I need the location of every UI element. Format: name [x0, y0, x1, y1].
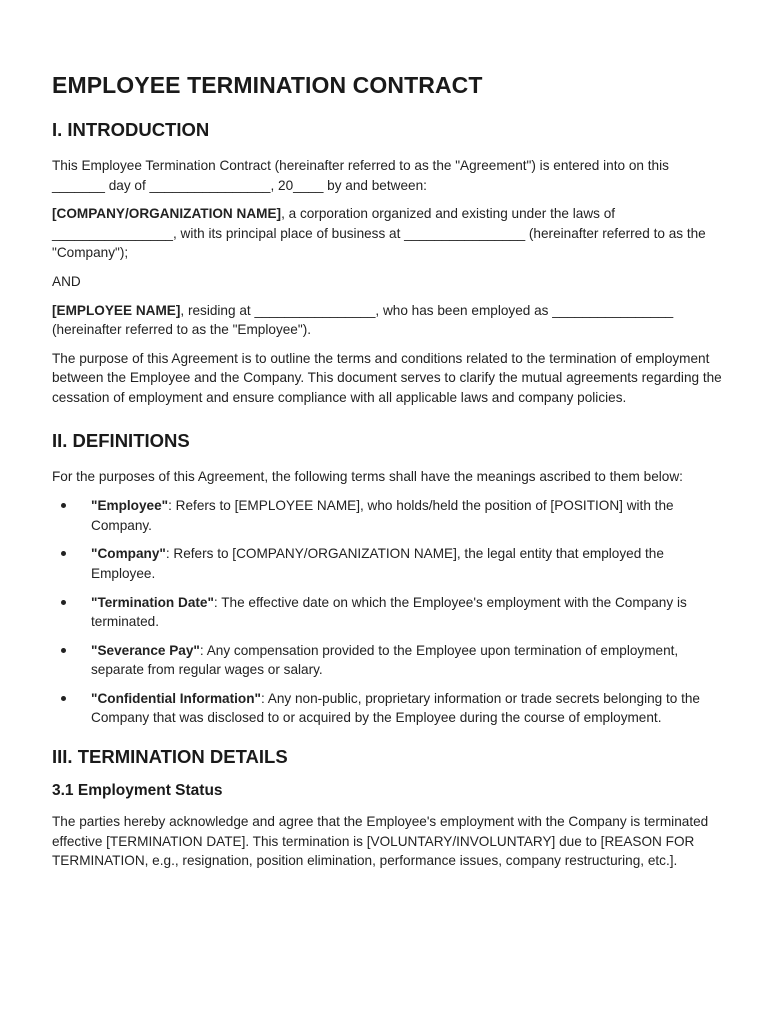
- employee-paragraph: [52, 301, 722, 340]
- document-title: EMPLOYEE TERMINATION CONTRACT: [52, 72, 483, 98]
- company-paragraph: [52, 204, 722, 263]
- bullet-icon: [61, 551, 66, 556]
- list-item: [52, 496, 722, 535]
- definition-text: : Any compensation provided to the Employee upon termination of employment, separate from regular wages or salary.: [91, 642, 679, 678]
- definition-text: : Any non-public, proprietary information or trade secrets belonging to the Company that was disclosed to or acquired by the Employee during the course of employment.: [91, 690, 700, 726]
- bullet-icon: [61, 648, 66, 653]
- definition-term: "Confidential Information": [91, 690, 261, 706]
- definition-text: : The effective date on which the Employee's employment with the Company is terminated.: [91, 594, 687, 630]
- section-termination-heading: III. TERMINATION DETAILS: [52, 746, 288, 768]
- definition-term: "Severance Pay": [91, 642, 200, 658]
- employee-name-placeholder: [EMPLOYEE NAME]: [52, 302, 181, 318]
- definition-text: : Refers to [EMPLOYEE NAME], who holds/held the position of [POSITION] with the Company.: [91, 498, 674, 533]
- intro-paragraph: This Employee Termination Contract (hereinafter referred to as the "Agreement") is entered into on this _______ day of ________________, 20____ by and between:: [52, 158, 669, 193]
- employment-status-heading: 3.1 Employment Status: [52, 782, 223, 800]
- company-paragraph-text: , a corporation organized and existing under the laws of ________________, with its principal place of business at ________________ (hereinafter referred to as the "Company");: [52, 206, 706, 261]
- bullet-icon: [61, 600, 66, 605]
- list-item: [52, 641, 722, 680]
- definitions-lead: For the purposes of this Agreement, the following terms shall have the meanings ascribed to them below:: [52, 468, 683, 484]
- bullet-icon: [61, 696, 66, 701]
- employment-status-paragraph: The parties hereby acknowledge and agree that the Employee's employment with the Company is terminated effective [TERMINATION DATE]. This termination is [VOLUNTARY/INVOLUNTARY] due to [REASON FOR TERMINATION, e.g., resignation, position elimination, performance issues, company restructuring, etc.].: [52, 814, 709, 869]
- list-item: [52, 593, 722, 632]
- section-definitions-heading: II. DEFINITIONS: [52, 429, 190, 451]
- list-item: [52, 544, 722, 583]
- employee-paragraph-text: , residing at ________________, who has been employed as ________________ (hereinafter referred to as the "Employee").: [52, 302, 674, 338]
- definitions-list: [52, 496, 722, 728]
- purpose-paragraph: The purpose of this Agreement is to outline the terms and conditions related to the termination of employment between the Employee and the Company. This document serves to clarify the mutual agreements regarding the cessation of employment and ensure compliance with all applicable laws and company policies.: [52, 350, 722, 405]
- and-text: AND: [52, 273, 81, 289]
- definition-term: "Employee": [91, 498, 169, 514]
- list-item: [52, 689, 722, 728]
- definition-term: "Company": [91, 546, 166, 562]
- definition-text: : Refers to [COMPANY/ORGANIZATION NAME], the legal entity that employed the Employee.: [91, 546, 664, 581]
- bullet-icon: [61, 503, 66, 508]
- definition-term: "Termination Date": [91, 594, 214, 610]
- section-introduction-heading: I. INTRODUCTION: [52, 119, 210, 140]
- company-name-placeholder: [COMPANY/ORGANIZATION NAME]: [52, 206, 282, 222]
